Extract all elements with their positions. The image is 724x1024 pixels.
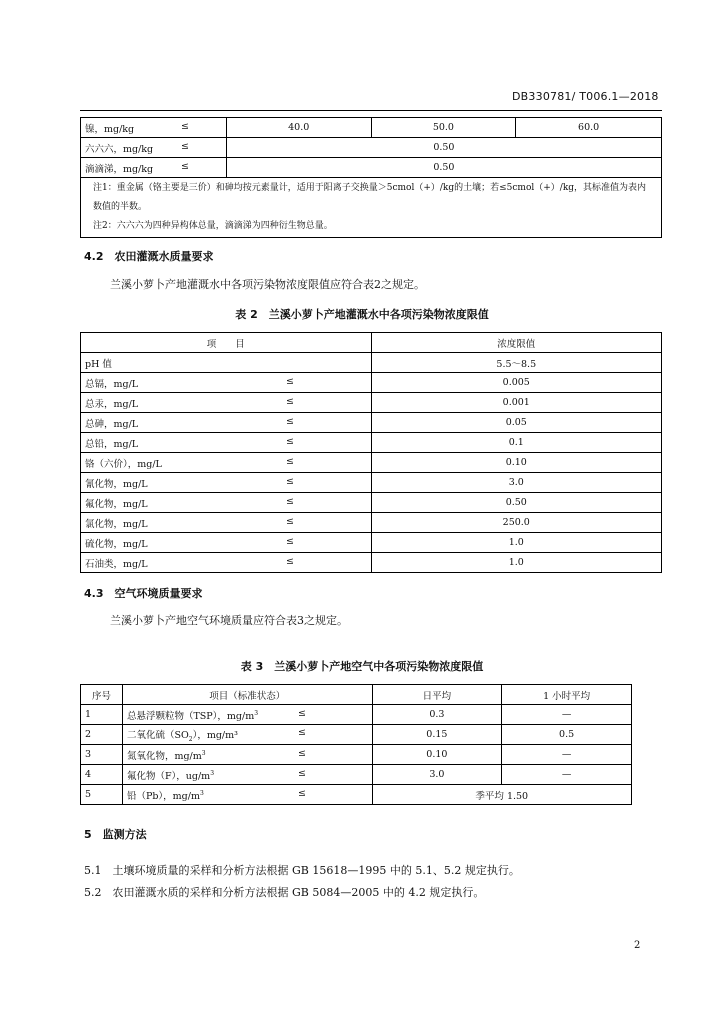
item-label: 氯化物，mg/L — [85, 518, 148, 530]
item-label: 氟化物，mg/L — [85, 498, 148, 510]
superscript: 3 — [201, 749, 206, 757]
table-row — [81, 373, 662, 393]
table-row — [81, 765, 632, 785]
table-row — [81, 138, 662, 158]
le-symbol: ≤ — [297, 767, 306, 779]
table-cell — [81, 473, 372, 493]
table-cell: 0.10 — [372, 745, 502, 765]
le-symbol: ≤ — [286, 435, 294, 447]
le-symbol: ≤ — [181, 140, 189, 152]
table-cell — [81, 118, 227, 138]
table-row — [81, 705, 632, 725]
table-cell: 0.50 — [226, 158, 661, 178]
le-symbol: ≤ — [181, 160, 189, 172]
table-row — [81, 745, 632, 765]
table-cell — [81, 553, 372, 573]
table-cell: 1 — [81, 705, 123, 725]
table-cell: 1.0 — [371, 553, 661, 573]
le-symbol: ≤ — [297, 747, 306, 759]
le-symbol: ≤ — [286, 375, 294, 387]
le-symbol: ≤ — [286, 495, 294, 507]
table-cell — [81, 433, 372, 453]
superscript: 3 — [254, 709, 259, 717]
table-cell: 0.50 — [226, 138, 661, 158]
le-symbol: ≤ — [297, 707, 306, 719]
table-cell: 0.50 — [371, 493, 661, 513]
table-cell: 0.10 — [371, 453, 661, 473]
table-cell: 60.0 — [516, 118, 662, 138]
section-4-2-heading: 4.2 农田灌溉水质量要求 — [84, 250, 214, 263]
item-label: 六六六，mg/kg — [85, 143, 154, 155]
column-header: 项目（标准状态） — [122, 685, 372, 705]
table-row — [81, 393, 662, 413]
table2-caption: 表 2 兰溪小萝卜产地灌溉水中各项污染物浓度限值 — [235, 308, 489, 321]
table-cell: 季平均 1.50 — [372, 785, 631, 805]
page-number: 2 — [634, 940, 641, 951]
table-row — [81, 785, 632, 805]
table-cell: 0.15 — [372, 725, 502, 745]
table-cell — [122, 725, 372, 745]
table-cell — [81, 493, 372, 513]
table-cell: 0.001 — [371, 393, 661, 413]
table-cell: 40.0 — [226, 118, 371, 138]
superscript: 3 — [210, 769, 215, 777]
table-cell: 2 — [81, 725, 123, 745]
item-label: 石油类，mg/L — [85, 558, 148, 570]
table-cell — [81, 158, 227, 178]
item-label: 滴滴涕，mg/kg — [85, 163, 154, 175]
table-row — [81, 118, 662, 138]
table-header-row — [81, 333, 662, 353]
table-cell — [81, 138, 227, 158]
section-5-heading: 5 监测方法 — [84, 828, 147, 841]
table-row — [81, 473, 662, 493]
table-row — [81, 725, 632, 745]
table-row — [81, 513, 662, 533]
table-cell: 1.0 — [371, 533, 661, 553]
subscript: 2 — [188, 735, 193, 743]
table-cell — [122, 745, 372, 765]
table-cell — [81, 393, 372, 413]
table-note-row — [81, 178, 662, 238]
table-row — [81, 553, 662, 573]
item-label: 氟化物（F），ug/m — [126, 770, 211, 782]
item-label: pH 值 — [85, 358, 112, 370]
item-label: 总铅，mg/L — [85, 438, 139, 450]
table-cell: 0.5 — [502, 725, 632, 745]
table-cell: 5.5～8.5 — [371, 353, 661, 373]
le-symbol: ≤ — [286, 475, 294, 487]
table-cell — [122, 705, 372, 725]
table-row — [81, 533, 662, 553]
le-symbol: ≤ — [286, 515, 294, 527]
item-label: 硫化物，mg/L — [85, 538, 148, 550]
table-cell — [122, 765, 372, 785]
item-label: 氮氧化物，mg/m — [126, 750, 202, 762]
table-cell — [122, 785, 372, 805]
column-header: 项 目 — [81, 333, 372, 353]
item-label: 二氧化硫（SO — [126, 729, 189, 741]
section-4-2-paragraph: 兰溪小萝卜产地灌溉水中各项污染物浓度限值应符合表2之规定。 — [110, 278, 425, 291]
table-cell — [81, 413, 372, 433]
table-row — [81, 493, 662, 513]
table-cell: — — [502, 705, 632, 725]
column-header: 浓度限值 — [371, 333, 661, 353]
table-cell: 3.0 — [372, 765, 502, 785]
le-symbol: ≤ — [297, 726, 306, 738]
table-cell: — — [502, 765, 632, 785]
item-label: 总砷，mg/L — [85, 418, 139, 430]
item-label: 氰化物，mg/L — [85, 478, 148, 490]
le-symbol: ≤ — [286, 535, 294, 547]
table-cell: 0.1 — [371, 433, 661, 453]
le-symbol: ≤ — [286, 555, 294, 567]
item-label: 镍，mg/kg — [85, 123, 135, 135]
table-cell: 0.3 — [372, 705, 502, 725]
table-row — [81, 413, 662, 433]
table1-continued — [80, 117, 662, 238]
table-row — [81, 353, 662, 373]
le-symbol: ≤ — [297, 787, 306, 799]
table-cell — [81, 513, 372, 533]
table2 — [80, 332, 662, 573]
table3 — [80, 684, 632, 805]
table-row — [81, 453, 662, 473]
table-cell — [81, 373, 372, 393]
item-label: 铬（六价），mg/L — [85, 458, 162, 470]
superscript: 3 — [199, 789, 204, 797]
item-label: 总镉，mg/L — [85, 378, 139, 390]
note-1: 注1：重金属（铬主要是三价）和砷均按元素量计，适用于阳离子交换量＞5cmol（+）/kg的土壤；若≤5cmol（+）/kg，其标准值为表内数值的半数。 — [93, 183, 647, 212]
table-cell: 0.05 — [371, 413, 661, 433]
section-5-2: 5.2 农田灌溉水质的采样和分析方法根据 GB 5084—2005 中的 4.2 规定执行。 — [84, 886, 485, 899]
table-cell: 5 — [81, 785, 123, 805]
section-5-1: 5.1 土壤环境质量的采样和分析方法根据 GB 15618—1995 中的 5.1、5.2 规定执行。 — [84, 864, 520, 877]
table-cell — [81, 353, 372, 373]
le-symbol: ≤ — [181, 120, 189, 132]
section-4-3-paragraph: 兰溪小萝卜产地空气环境质量应符合表3之规定。 — [110, 614, 348, 627]
item-label: 铅（Pb），mg/m — [126, 790, 200, 802]
column-header: 1 小时平均 — [502, 685, 632, 705]
column-header: 序号 — [81, 685, 123, 705]
table-cell: 50.0 — [371, 118, 516, 138]
table3-caption: 表 3 兰溪小萝卜产地空气中各项污染物浓度限值 — [240, 660, 484, 673]
table-cell: 0.005 — [371, 373, 661, 393]
standard-code: DB330781/ T006.1—2018 — [512, 90, 659, 103]
le-symbol: ≤ — [286, 455, 294, 467]
table-cell: 4 — [81, 765, 123, 785]
table-cell: 250.0 — [371, 513, 661, 533]
table-row — [81, 433, 662, 453]
note-2: 注2：六六六为四种异构体总量，滴滴涕为四种衍生物总量。 — [93, 221, 333, 231]
table-notes — [81, 178, 662, 238]
le-symbol: ≤ — [286, 395, 294, 407]
table-cell — [81, 533, 372, 553]
table-cell — [81, 453, 372, 473]
table-row — [81, 158, 662, 178]
table-cell: — — [502, 745, 632, 765]
item-label: 总汞，mg/L — [85, 398, 139, 410]
table-cell: 3 — [81, 745, 123, 765]
header-rule — [80, 110, 662, 111]
item-label-tail: ），mg/m³ — [192, 729, 238, 741]
le-symbol: ≤ — [286, 415, 294, 427]
section-4-3-heading: 4.3 空气环境质量要求 — [84, 587, 203, 600]
item-label: 总悬浮颗粒物（TSP），mg/m — [126, 710, 255, 722]
column-header: 日平均 — [372, 685, 502, 705]
table-cell: 3.0 — [371, 473, 661, 493]
table-header-row — [81, 685, 632, 705]
